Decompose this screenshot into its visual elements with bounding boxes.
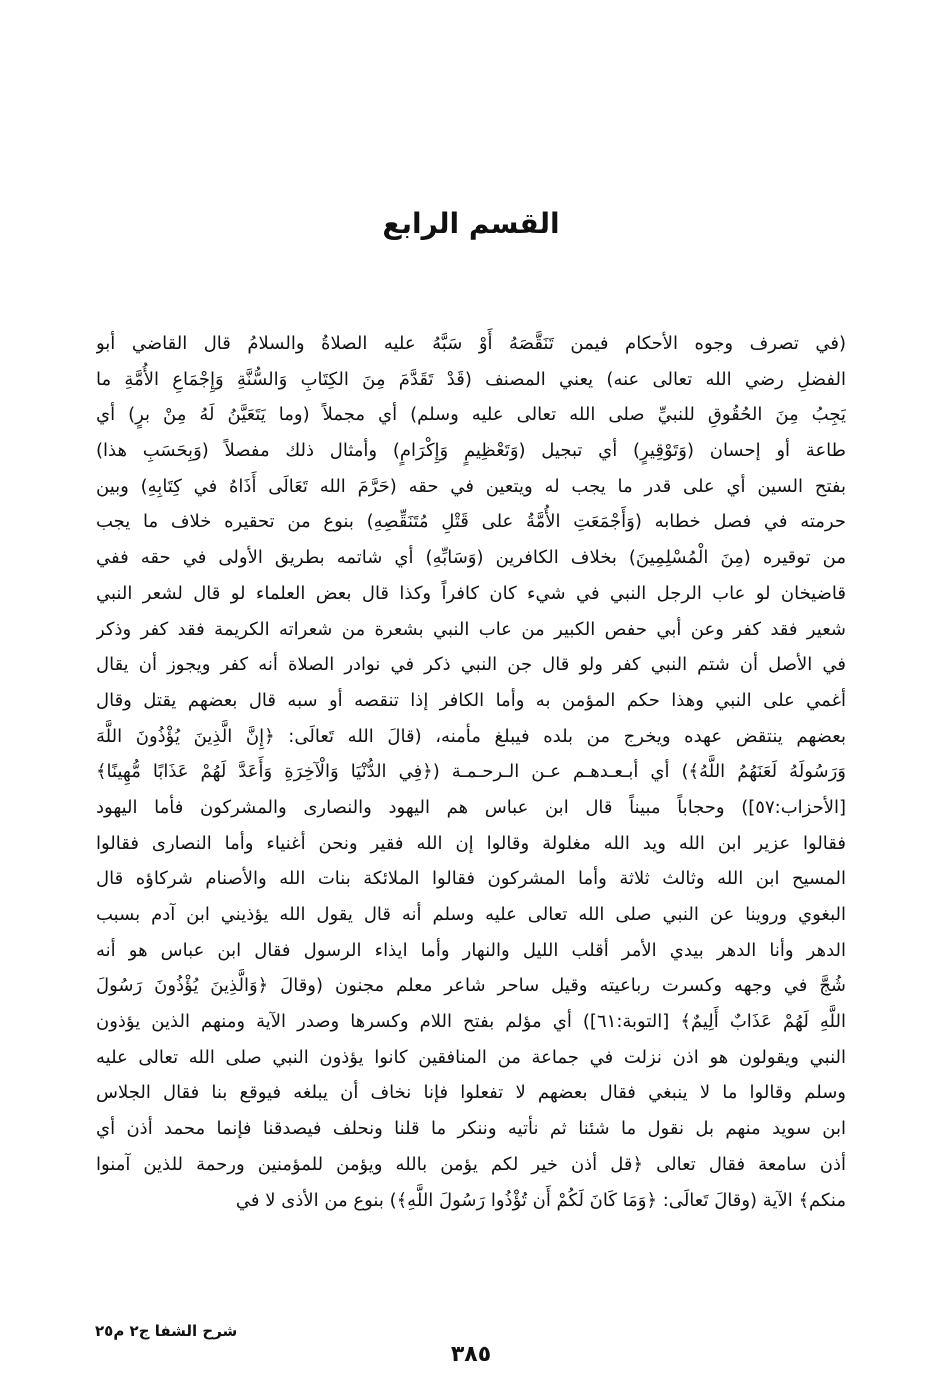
text-line: اللَّهِ لَهُمْ عَذَابٌ أَلِيمٌ﴾ [التوبة:٦١]) أي مؤلم بفتح اللام وكسرها وصدر الآية ومنهم الذين يؤذون <box>96 1011 846 1033</box>
text-line: حرمته في فصل خطابه (وَأَجْمَعَتِ الأُمَّةُ على قَتْلِ مُتَنَقِّصِهِ) بنوع من تحقيره خلاف ما يجب <box>96 511 846 533</box>
text-line: [الأحزاب:٥٧]) وحجاباً مبيناً قال ابن عباس هم اليهود والنصارى والمشركون فأما اليهود <box>96 796 846 818</box>
text-line: بعضهم ينتقض عهده ويخرج من بلده فيبلغ مأمنه، (قالَ الله تَعالَى: ﴿إِنَّ الَّذِينَ يُؤْذُونَ اللَّهَ <box>96 725 846 747</box>
footer-signature: شرح الشفا ج٢ م٢٥ <box>95 1322 238 1340</box>
text-line: منكم﴾ الآية (وقالَ تَعالَى: ﴿وَمَا كَانَ لَكُمْ أَن تُؤْذُوا رَسُولَ اللَّهِ﴾) بنوع من الأذى لا في <box>235 1189 846 1211</box>
text-line: طاعة أو إحسان (وَتَوْقِيرٍ) أي تبجيل (وَتَعْظِيمٍ وَإِكْرَامٍ) وأمثال ذلك مفصلاً (وَبِحَسَبِ هذا) <box>96 440 846 462</box>
text-line: المسيح ابن الله وثالث ثلاثة وأما المشركون فقالوا الملائكة بنات الله والأصنام شركاؤه قال <box>96 868 846 890</box>
text-line: البغوي وروينا عن النبي صلى الله تعالى عليه وسلم أنه قال يقول الله يؤذيني ابن آدم بسبب <box>96 904 846 925</box>
text-line: شعير فقد كفر وعن أبي حفص الكبير من عاب النبي بشعرة من شعراته الكريمة فقد كفر وذكر <box>96 618 846 640</box>
text-line: النبي ويقولون هو اذن نزلت في جماعة من المنافقين كانوا يؤذون النبي صلى الله تعالى عليه <box>96 1046 846 1068</box>
text-line: وَرَسُولَهُ لَعَنَهُمُ اللَّهُ﴾) أي أبـعـدهـم عـن الـرحـمـة (﴿فِي الدُّنْيَا وَالْآخِرَةِ وَأَعَدَّ لَهُمْ عَذَابًا مُّهِينًا﴾ <box>96 761 846 783</box>
text-line: قاضيخان لو عاب الرجل النبي في شيء كان كافراً وكذا قال بعض العلماء لو قال لشعر النبي <box>96 582 846 604</box>
text-line: يَجِبُ مِنَ الحُقُوقِ للنبيِّ صلى الله تعالى عليه وسلم) أي مجملاً (وما يَتَعَيَّنُ لَهُ مِنْ برٍ) أي <box>96 404 846 426</box>
text-line: شُجَّ في وجهه وكسرت رباعيته وقيل ساحر شاعر معلم مجنون (وقالَ ﴿وَالَّذِينَ يُؤْذُونَ رَسُولَ <box>96 975 846 997</box>
text-line: الفضلِ رضي الله تعالى عنه) يعني المصنف (قَدْ تَقَدَّمَ مِنَ الكِتَابِ وَالسُّنَّةِ وَإِجْمَاعِ الأُمَّةِ ما <box>96 368 846 390</box>
text-line: فقالوا عزير ابن الله ويد الله مغلولة وقالوا إن الله فقير ونحن أغنياء وأما النصارى فقالوا <box>96 832 846 854</box>
section-title: القسم الرابع <box>382 207 560 240</box>
text-line: الدهر وأنا الدهر بيدي الأمر أقلب الليل والنهار وأما ايذاء الرسول فقال ابن عباس هو أنه <box>96 939 846 961</box>
text-line: في الأصل أن شتم النبي كفر ولو قال جن النبي ذكر في نوادر الصلاة أنه كفر ويجوز أن يقال <box>96 654 846 676</box>
text-line: أغمي على النبي وهذا حكم المؤمن به وأما الكافر إذا تنقصه أو سبه قال بعضهم يقتل وقال <box>96 689 846 711</box>
text-line: من توقيره (مِنَ الْمُسْلِمِينَ) بخلاف الكافرين (وَسَابِّهِ) أي شاتمه بطريق الأولى في حقه ففي <box>96 547 846 569</box>
page-number: ٣٨٥ <box>450 1342 492 1367</box>
text-line: وسلم وقالوا ما لا ينبغي فقال بعضهم لا تفعلوا فإنا نخاف أن يبلغه فيوقع بنا فقال الجلاس <box>96 1082 846 1104</box>
text-line: أذن سامعة فقال تعالى ﴿قل أذن خير لكم يؤمن بالله ويؤمن للمؤمنين ورحمة للذين آمنوا <box>96 1153 846 1175</box>
body-text <box>96 326 846 1218</box>
text-line: بفتح السين أي على قدر ما يجب له ويتعين في حقه (حَرَّمَ الله تَعَالَى أَذَاهُ في كِتَابِهِ) وبين <box>96 475 846 497</box>
text-line: (في تصرف وجوه الأحكام فيمن تَنَقَّصَهُ أَوْ سَبَّهُ عليه الصلاةُ والسلامُ قال القاضي أبو <box>96 333 846 354</box>
text-line: ابن سويد منهم بل نقول ما شئنا ثم نأتيه وننكر ما قلنا ونحلف فيصدقنا فإنما محمد أذن أي <box>96 1118 846 1140</box>
